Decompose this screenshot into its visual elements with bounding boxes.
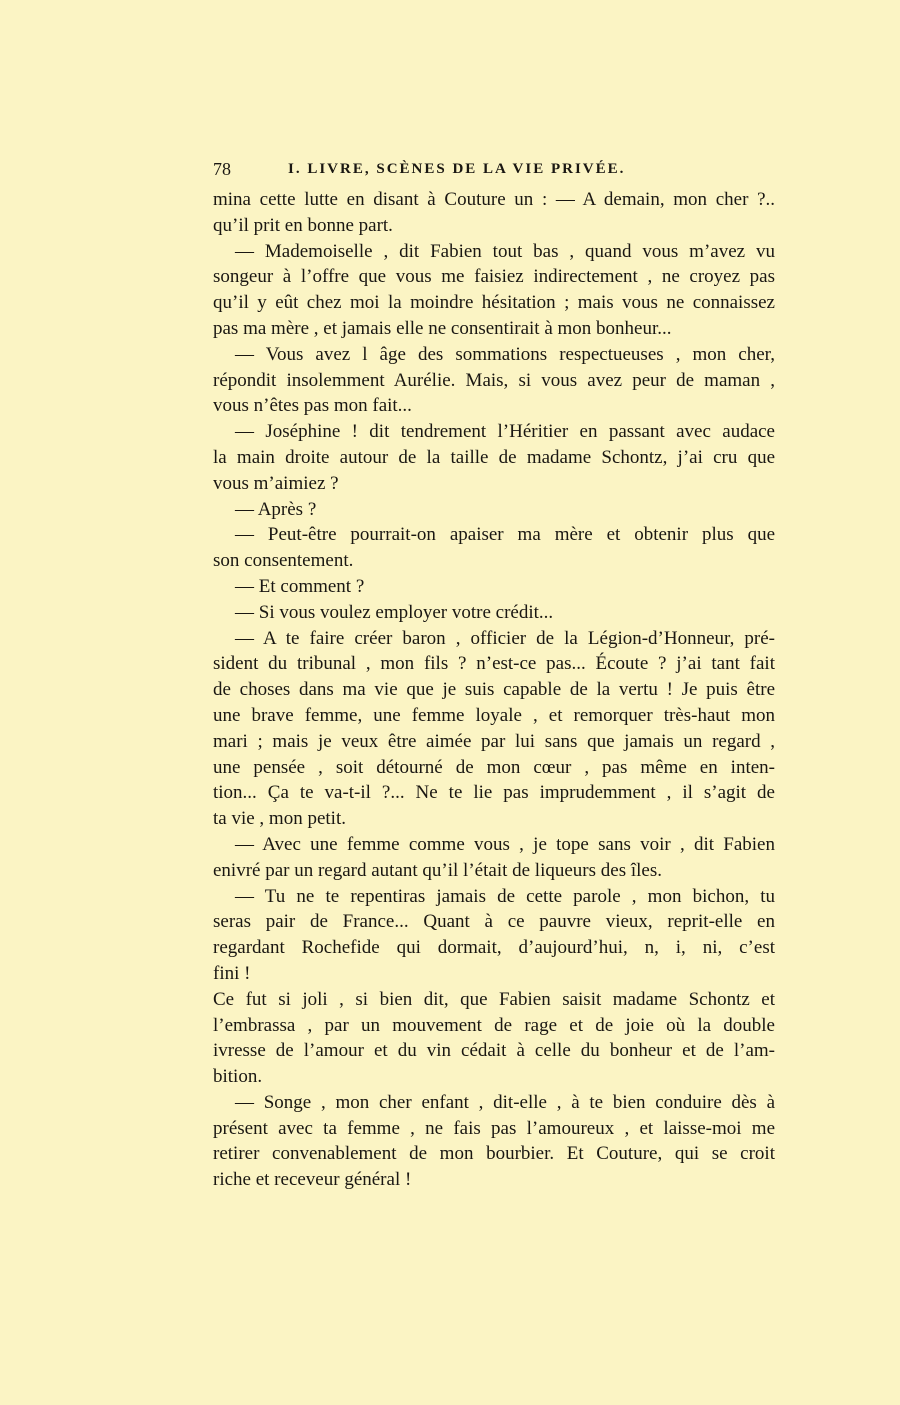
paragraph (213, 884, 775, 987)
text-line: retirer convenablement de mon bourbier. Et Couture, qui se croit (213, 1143, 775, 1165)
paragraph (213, 987, 775, 1090)
text-line: — Vous avez l âge des sommations respectueuses , mon cher, (235, 343, 775, 365)
page-header (213, 157, 775, 187)
text-line: — Et comment ? (235, 575, 365, 597)
text-line: seras pair de France... Quant à ce pauvre vieux, reprit-elle en (213, 911, 775, 933)
paragraph (213, 522, 775, 574)
text-line: tion... Ça te va-t-il ?... Ne te lie pas imprudemment , il s’agit de (213, 782, 775, 804)
text-line: fini ! (213, 962, 251, 984)
text-line: enivré par un regard autant qu’il l’était de liqueurs des îles. (213, 859, 662, 881)
running-title: I. LIVRE, SCÈNES DE LA VIE PRIVÉE. (288, 161, 626, 177)
text-line: l’embrassa , par un mouvement de rage et de joie où la double (213, 1014, 775, 1036)
text-line: regardant Rochefide qui dormait, d’aujourd’hui, n, i, ni, c’est (213, 937, 775, 959)
paragraph (213, 419, 775, 496)
text-line: répondit insolemment Aurélie. Mais, si vous avez peur de maman , (213, 369, 775, 391)
paragraph (213, 600, 775, 626)
page-number: 78 (213, 159, 231, 179)
text-line: songeur à l’offre que vous me faisiez indirectement , ne croyez pas (213, 266, 775, 288)
text-line: — A te faire créer baron , officier de la Légion-d’Honneur, pré- (235, 627, 775, 649)
text-line: qu’il y eût chez moi la moindre hésitation ; mais vous ne connaissez (213, 292, 775, 314)
paragraph (213, 239, 775, 342)
text-line: ivresse de l’amour et du vin cédait à celle du bonheur et de l’am- (213, 1040, 775, 1062)
text-line: une pensée , soit détourné de mon cœur , pas même en inten- (213, 756, 775, 778)
text-line: sident du tribunal , mon fils ? n’est-ce pas... Écoute ? j’ai tant fait (213, 653, 775, 675)
text-line: — Songe , mon cher enfant , dit-elle , à te bien conduire dès à (235, 1091, 775, 1113)
text-line: présent avec ta femme , ne fais pas l’amoureux , et laisse-moi me (213, 1117, 775, 1139)
book-page (213, 157, 775, 1193)
text-line: vous n’êtes pas mon fait... (213, 395, 412, 417)
text-line: mari ; mais je veux être aimée par lui sans que jamais un regard , (213, 730, 775, 752)
paragraph (213, 342, 775, 419)
text-line: — Peut-être pourrait-on apaiser ma mère et obtenir plus que (235, 524, 775, 546)
paragraph (213, 832, 775, 884)
text-line: pas ma mère , et jamais elle ne consentirait à mon bonheur... (213, 317, 672, 339)
text-line: — Tu ne te repentiras jamais de cette parole , mon bichon, tu (235, 885, 775, 907)
text-line: mina cette lutte en disant à Couture un : — A demain, mon cher ?.. (213, 189, 775, 210)
text-line: riche et receveur général ! (213, 1169, 412, 1191)
text-line: ta vie , mon petit. (213, 808, 346, 830)
paragraph (213, 187, 775, 239)
text-line: — Mademoiselle , dit Fabien tout bas , quand vous m’avez vu (235, 240, 775, 262)
text-line: — Si vous voulez employer votre crédit... (235, 601, 554, 623)
paragraph (213, 1090, 775, 1193)
text-line: — Avec une femme comme vous , je tope sans voir , dit Fabien (235, 833, 775, 855)
body-text (213, 187, 775, 1193)
paragraph (213, 497, 775, 523)
text-line: de choses dans ma vie que je suis capable de la vertu ! Je puis être (213, 679, 775, 701)
text-line: son consentement. (213, 550, 354, 572)
text-line: une brave femme, une femme loyale , et remorquer très-haut mon (213, 704, 775, 726)
text-line: vous m’aimiez ? (213, 472, 339, 494)
text-line: — Joséphine ! dit tendrement l’Héritier en passant avec audace (235, 421, 775, 443)
text-line: bition. (213, 1066, 263, 1088)
paragraph (213, 626, 775, 832)
text-line: qu’il prit en bonne part. (213, 214, 393, 236)
text-line: Ce fut si joli , si bien dit, que Fabien saisit madame Schontz et (213, 988, 775, 1010)
paragraph (213, 574, 775, 600)
text-line: — Après ? (235, 498, 317, 520)
text-line: la main droite autour de la taille de madame Schontz, j’ai cru que (213, 446, 775, 468)
